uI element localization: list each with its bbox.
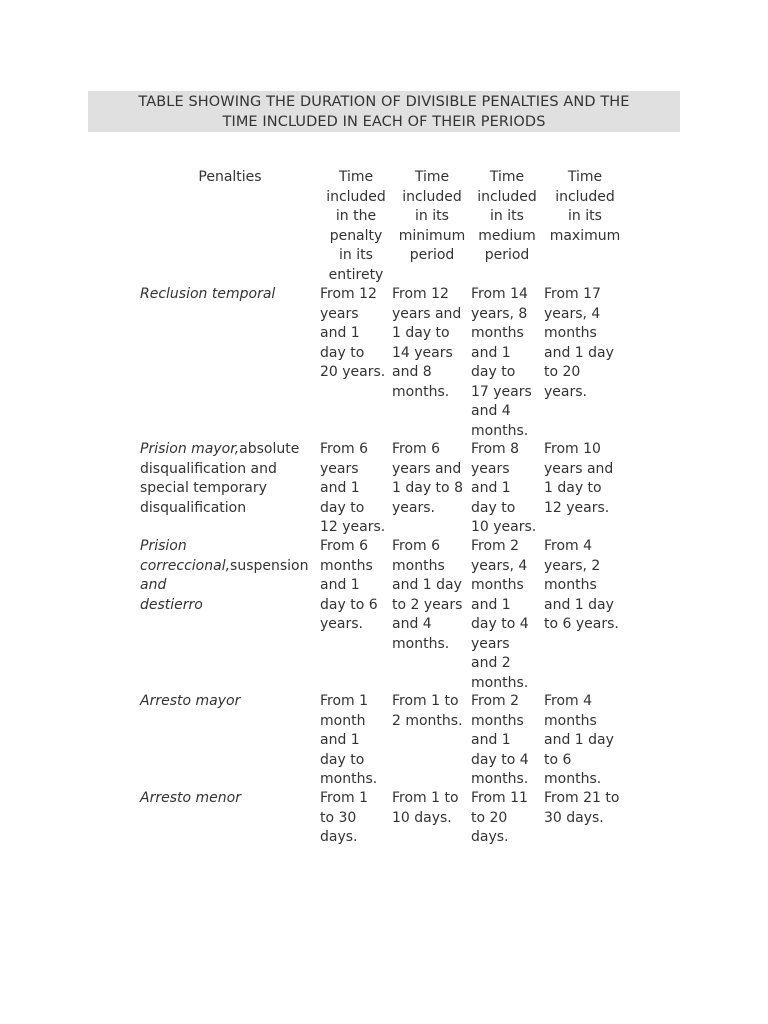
cell-entirety-line: month — [320, 712, 366, 729]
cell-minimum-line: and 1 day — [392, 577, 462, 593]
cell-medium-line: day to — [471, 364, 516, 380]
cell-minimum-line: months. — [392, 635, 450, 652]
cell-maximum-line: years, 2 — [544, 557, 601, 574]
cell-entirety-line: months. — [320, 771, 378, 787]
header-medium-line: included — [477, 188, 537, 205]
penalty-name-italic: Prision mayor, — [140, 441, 240, 457]
cell-medium-line: months. — [471, 771, 529, 787]
cell-maximum-line: From 21 to — [544, 790, 620, 806]
cell-minimum-line: months — [392, 557, 445, 574]
penalty-name-line — [140, 537, 187, 557]
cell-minimum-line: years and — [392, 305, 462, 322]
cell-minimum-line: 1 day to 8 — [392, 480, 463, 496]
cell-maximum-line: 1 day to — [544, 480, 602, 496]
header-penalties: Penalties — [198, 169, 262, 185]
cell-minimum-line: From 1 to — [392, 790, 459, 806]
penalty-name-line — [140, 557, 309, 577]
cell-medium-line: and 2 — [471, 655, 511, 671]
title-line-1: TABLE SHOWING THE DURATION OF DIVISIBLE PENALTIES AND THE — [138, 94, 630, 110]
header-entirety-line: penalty — [329, 227, 383, 244]
cell-minimum-line: years. — [392, 499, 435, 516]
header-medium-line: in its — [490, 208, 524, 224]
penalty-name-line — [140, 479, 267, 499]
cell-maximum-line: 12 years. — [544, 499, 610, 516]
header-medium-line: period — [484, 247, 530, 263]
cell-medium-line: From 11 — [471, 790, 528, 806]
cell-maximum-line: years, 4 — [544, 305, 601, 322]
cell-medium-line: day to 4 — [471, 616, 529, 632]
cell-minimum-line: From 1 to — [392, 693, 459, 709]
cell-minimum-line: From 6 — [392, 441, 441, 457]
header-maximum-line: Time — [567, 169, 603, 185]
penalty-name-italic: Arresto menor — [140, 790, 241, 806]
header-minimum-line: minimum — [398, 227, 466, 244]
cell-medium-line: years — [471, 460, 510, 477]
cell-medium-line: days. — [471, 829, 509, 845]
penalty-name-italic: Arresto mayor — [140, 693, 241, 709]
cell-minimum-line: and 4 — [392, 616, 432, 632]
cell-medium-line: months — [471, 577, 524, 593]
cell-maximum-line: months — [544, 325, 597, 341]
cell-entirety-line: and 1 — [320, 577, 360, 593]
cell-minimum-line: years and — [392, 460, 462, 477]
cell-medium-line: From 8 — [471, 441, 520, 457]
penalty-name-plain: special temporary — [140, 480, 267, 496]
cell-maximum-line: and 1 day — [544, 732, 614, 748]
cell-entirety-line: day to — [320, 499, 365, 516]
cell-maximum-line: and 1 day — [544, 596, 614, 613]
cell-medium-line: months. — [471, 674, 529, 691]
header-medium-line: medium — [478, 227, 536, 244]
header-entirety-line: entirety — [328, 266, 384, 283]
cell-medium-line: months. — [471, 422, 529, 439]
penalty-name-italic: correccional, — [140, 557, 231, 574]
cell-medium-line: day to 4 — [471, 751, 529, 768]
cell-medium-line: and 1 — [471, 732, 511, 748]
cell-maximum-line: From 4 — [544, 538, 593, 554]
cell-entirety-line: years. — [320, 616, 363, 632]
cell-entirety-line: From 6 — [320, 538, 369, 554]
penalty-name-line — [140, 596, 203, 616]
cell-entirety-line: day to — [320, 344, 365, 361]
cell-maximum-line: 30 days. — [544, 809, 604, 826]
cell-entirety-line: From 1 — [320, 790, 369, 806]
cell-entirety-line: and 1 — [320, 480, 360, 496]
cell-maximum-line: to 20 — [544, 364, 581, 380]
header-maximum-line: in its — [568, 208, 602, 224]
cell-maximum-line: to 6 — [544, 751, 572, 768]
cell-medium-line: From 14 — [471, 286, 528, 302]
header-medium-line: Time — [489, 169, 525, 185]
cell-medium-line: From 2 — [471, 693, 520, 709]
header-entirety-line: Time — [338, 169, 374, 185]
cell-medium-line: 17 years — [471, 383, 532, 400]
header-minimum-line: Time — [414, 169, 450, 185]
header-entirety-line: included — [326, 188, 386, 205]
cell-medium-line: From 2 — [471, 538, 520, 554]
cell-medium-line: and 1 — [471, 596, 511, 613]
cell-minimum-line: 1 day to — [392, 325, 450, 341]
penalty-name-plain: suspension — [230, 557, 309, 574]
header-entirety-line: in the — [335, 208, 377, 224]
cell-medium-line: day to — [471, 499, 516, 516]
cell-medium-line: months — [471, 712, 524, 729]
penalty-name-line — [140, 499, 246, 519]
cell-entirety-line: years — [320, 305, 359, 322]
cell-minimum-line: From 12 — [392, 286, 449, 302]
cell-minimum-line: months. — [392, 383, 450, 400]
cell-medium-line: months — [471, 325, 524, 341]
cell-entirety-line: and 1 — [320, 325, 360, 341]
penalty-name-line — [140, 440, 299, 460]
cell-maximum-line: months — [544, 712, 597, 729]
cell-medium-line: years, 4 — [471, 557, 528, 574]
header-maximum-line: included — [555, 188, 615, 205]
table-title — [88, 91, 680, 132]
cell-entirety-line: From 1 — [320, 693, 369, 709]
cell-medium-line: 10 years. — [471, 519, 537, 535]
cell-medium-line: to 20 — [471, 809, 508, 826]
penalty-name-plain: absolute — [239, 441, 300, 457]
penalty-name-plain: disqualification and — [140, 460, 277, 477]
penalty-name-line — [140, 692, 240, 712]
cell-maximum-line: From 4 — [544, 693, 593, 709]
cell-entirety-line: From 6 — [320, 441, 369, 457]
title-line-2: TIME INCLUDED IN EACH OF THEIR PERIODS — [222, 114, 546, 130]
cell-entirety-line: 12 years. — [320, 519, 386, 535]
cell-medium-line: years — [471, 635, 510, 652]
cell-medium-line: and 1 — [471, 480, 511, 496]
penalty-name-italic: and — [140, 577, 167, 593]
header-entirety-line: in its — [339, 247, 373, 263]
cell-maximum-line: months — [544, 577, 597, 593]
header-minimum-line: period — [409, 247, 455, 263]
penalty-name-italic: Reclusion temporal — [140, 286, 276, 302]
header-minimum-line: in its — [415, 208, 449, 224]
cell-medium-line: years, 8 — [471, 305, 528, 322]
cell-minimum-line: and 8 — [392, 364, 432, 380]
cell-entirety-line: months — [320, 557, 373, 574]
penalty-name-plain: disqualification — [140, 499, 247, 516]
cell-maximum-line: and 1 day — [544, 344, 614, 361]
penalty-name-italic: destierro — [140, 596, 203, 613]
cell-maximum-line: From 17 — [544, 286, 601, 302]
cell-minimum-line: 2 months. — [392, 712, 463, 729]
penalty-name-line — [140, 789, 241, 809]
cell-entirety-line: and 1 — [320, 732, 360, 748]
cell-entirety-line: day to — [320, 751, 365, 768]
penalty-name-line — [140, 460, 277, 480]
cell-entirety-line: 20 years. — [320, 364, 386, 380]
header-minimum-line: included — [402, 188, 462, 205]
cell-maximum-line: years and — [544, 460, 614, 477]
cell-entirety-line: days. — [320, 829, 358, 845]
cell-minimum-line: 10 days. — [392, 809, 452, 826]
penalty-name-line — [140, 576, 166, 596]
cell-maximum-line: From 10 — [544, 441, 601, 457]
cell-entirety-line: years — [320, 460, 359, 477]
penalty-name-italic: Prision — [140, 538, 187, 554]
cell-entirety-line: day to 6 — [320, 596, 378, 613]
cell-minimum-line: to 2 years — [392, 596, 463, 613]
penalty-name-line — [140, 285, 275, 305]
cell-medium-line: and 1 — [471, 344, 511, 361]
cell-maximum-line: to 6 years. — [544, 616, 619, 632]
header-maximum-line: maximum — [549, 227, 621, 244]
cell-maximum-line: years. — [544, 383, 587, 400]
cell-minimum-line: From 6 — [392, 538, 441, 554]
cell-entirety-line: to 30 — [320, 809, 357, 826]
cell-medium-line: and 4 — [471, 403, 511, 419]
cell-maximum-line: months. — [544, 771, 602, 787]
cell-minimum-line: 14 years — [392, 344, 453, 361]
cell-entirety-line: From 12 — [320, 286, 377, 302]
